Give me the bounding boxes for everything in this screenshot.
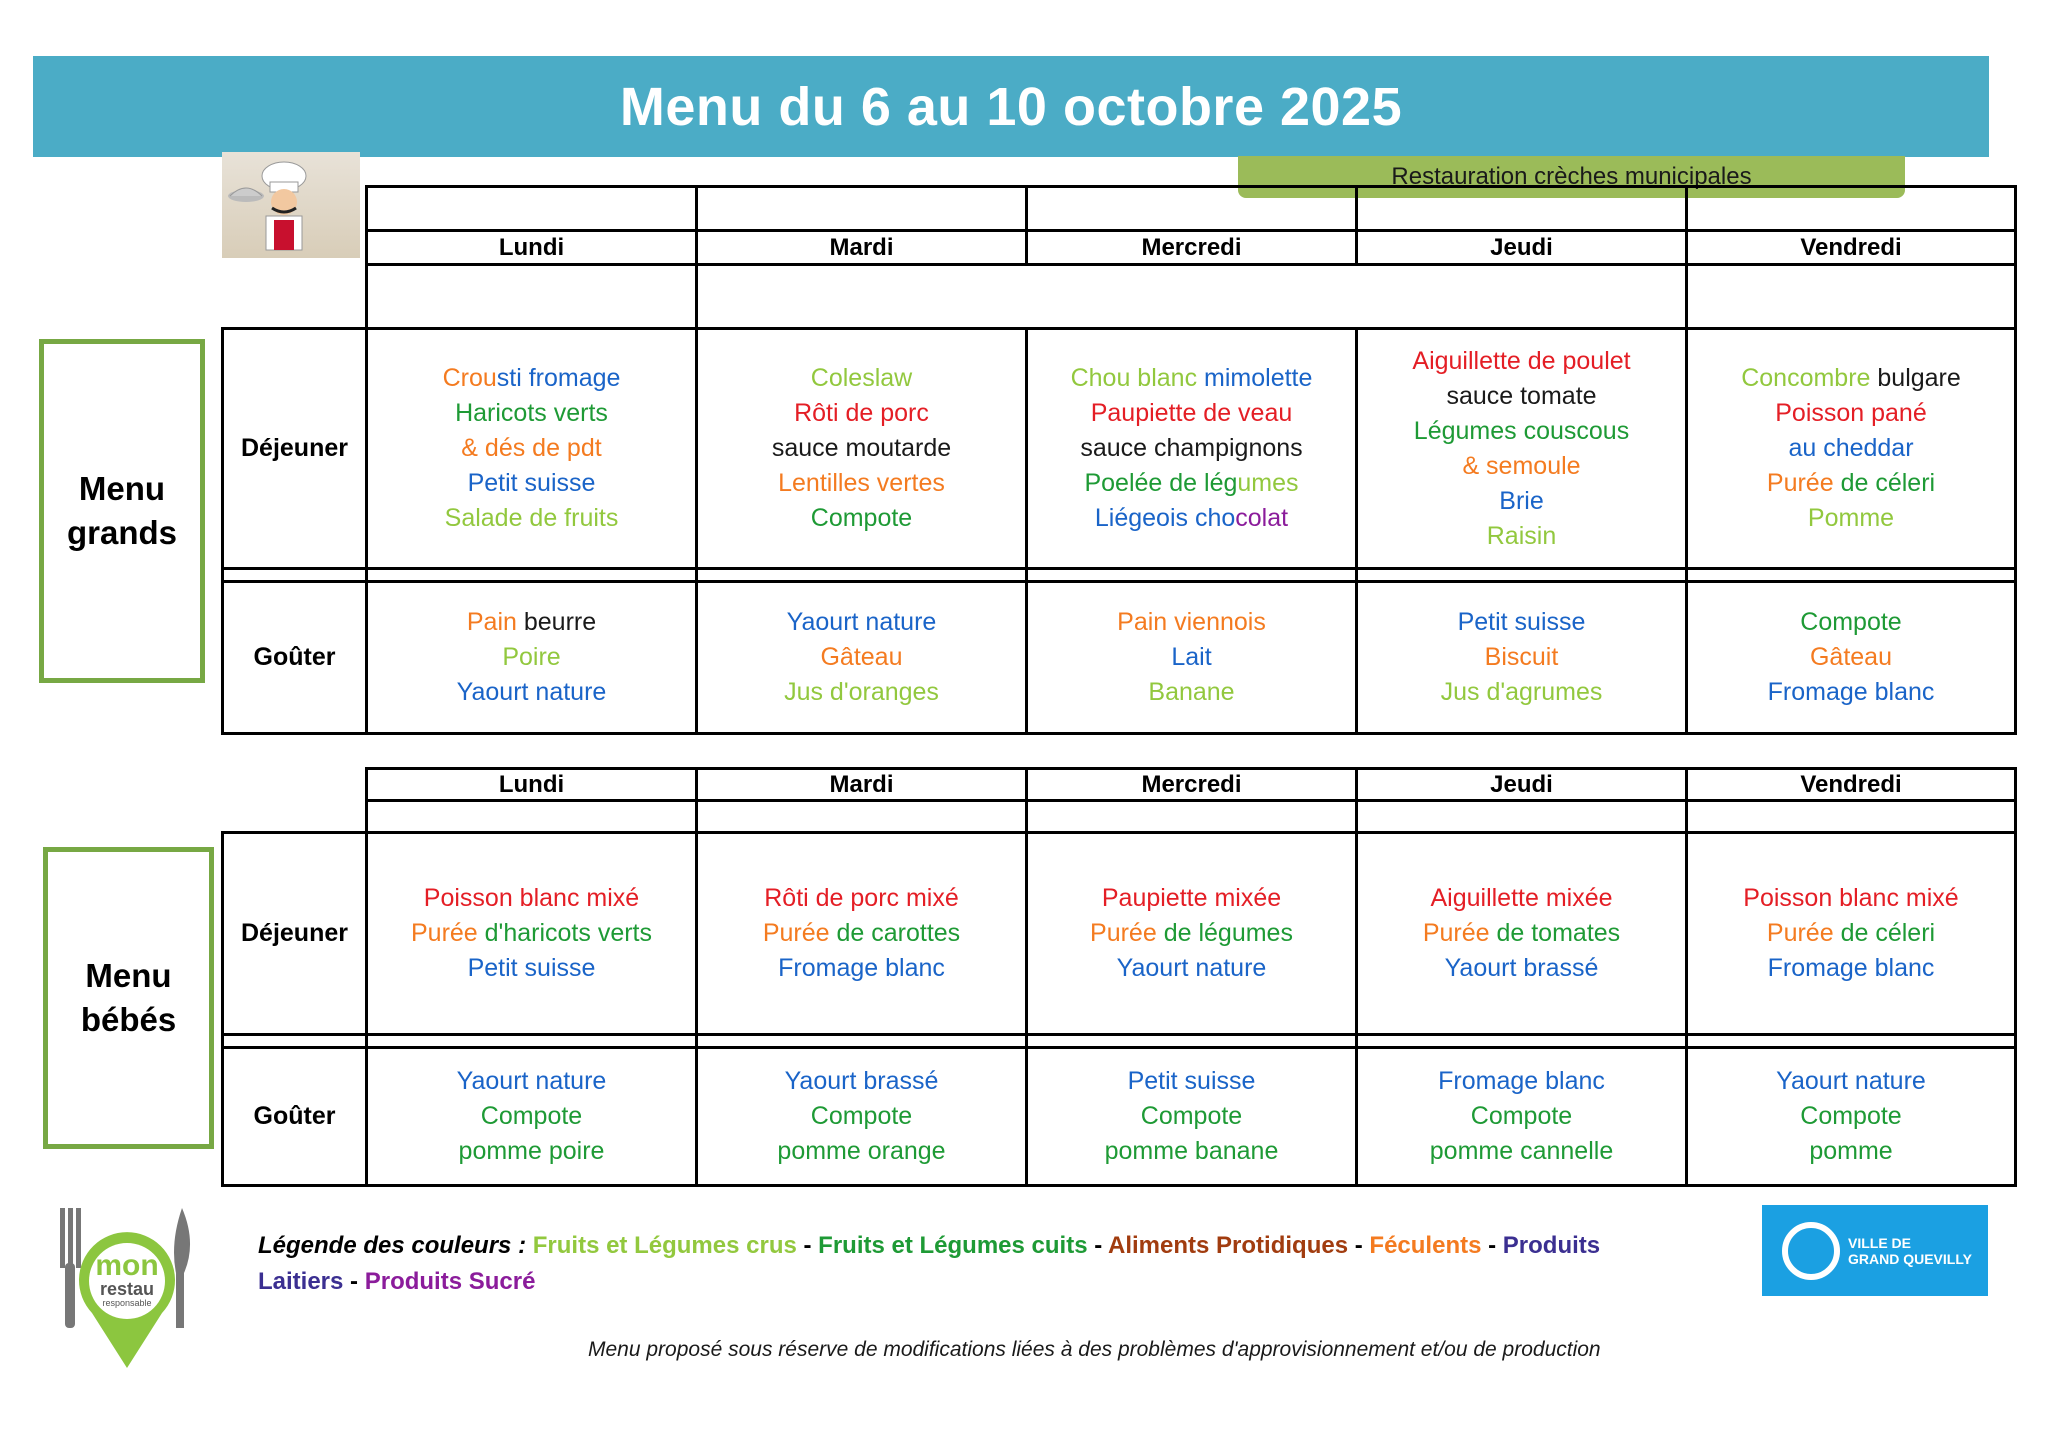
page-title: Menu du 6 au 10 octobre 2025 <box>33 56 1989 157</box>
menu-cell: Yaourt nature Compote pomme <box>1687 1048 2016 1186</box>
day-header: Jeudi <box>1357 231 1687 265</box>
menu-bebes-line2: bébés <box>80 1001 177 1038</box>
menu-cell: Poisson blanc mixé Purée d'haricots verts Petit suisse <box>367 833 697 1035</box>
day-header: Lundi <box>367 769 697 801</box>
legend-cooked: Fruits et Légumes cuits <box>818 1232 1088 1259</box>
legend: Légende des couleurs : Fruits et Légumes crus - Fruits et Légumes cuits - Aliments Protidiques - Féculents - Produits Laitiers - Produits Sucré <box>258 1232 1601 1295</box>
menu-cell: Petit suisse Compote pomme banane <box>1027 1048 1357 1186</box>
menu-cell: Aiguillette de poulet sauce tomate Légumes couscous & semoule Brie Raisin <box>1357 329 1687 569</box>
row-label-gouter: Goûter <box>223 1048 367 1186</box>
menu-cell: Yaourt nature Gâteau Jus d'oranges <box>697 582 1027 734</box>
menu-cell: Coleslaw Rôti de porc sauce moutarde Lentilles vertes Compote <box>697 329 1027 569</box>
svg-text:responsable: responsable <box>102 1298 152 1308</box>
grand-quevilly-logo: VILLE DE GRAND QUEVILLY <box>1762 1205 1988 1296</box>
svg-text:mon: mon <box>95 1249 159 1282</box>
row-label-gouter: Goûter <box>223 582 367 734</box>
menu-grands-line1: Menu <box>78 470 166 507</box>
disclaimer-note: Menu proposé sous réserve de modifications liées à des problèmes d'approvisionnement et/ou de production <box>588 1338 1601 1361</box>
legend-raw: Fruits et Légumes crus <box>532 1232 797 1259</box>
table-grands <box>221 185 2017 735</box>
menu-cell: Aiguillette mixée Purée de tomates Yaourt brassé <box>1357 833 1687 1035</box>
legend-sweet: Produits Sucré <box>364 1268 536 1295</box>
menu-cell: Chou blanc mimolette Paupiette de veau sauce champignons Poelée de légumes Liégeois chocolat <box>1027 329 1357 569</box>
menu-cell: Paupiette mixée Purée de légumes Yaourt nature <box>1027 833 1357 1035</box>
legend-dairy: Produits Laitiers <box>258 1232 1601 1295</box>
day-header: Mardi <box>697 769 1027 801</box>
day-header: Mardi <box>697 231 1027 265</box>
menu-cell: Concombre bulgare Poisson pané au cheddar Purée de céleri Pomme <box>1687 329 2016 569</box>
table-bebes <box>221 767 2017 1187</box>
day-header: Jeudi <box>1357 769 1687 801</box>
row-label-dejeuner: Déjeuner <box>223 329 367 569</box>
legend-label: Légende des couleurs : <box>258 1232 527 1259</box>
subtitle-banner: Restauration crèches municipales <box>1238 156 1905 198</box>
day-header: Vendredi <box>1687 769 2016 801</box>
menu-cell: Crousti fromage Haricots verts & dés de pdt Petit suisse Salade de fruits <box>367 329 697 569</box>
row-label-dejeuner: Déjeuner <box>223 833 367 1035</box>
menu-grands-label <box>39 339 205 683</box>
menu-cell: Pain beurre Poire Yaourt nature <box>367 582 697 734</box>
menu-bebes-label <box>43 847 214 1149</box>
day-header: Mercredi <box>1027 769 1357 801</box>
menu-cell: Yaourt nature Compote pomme poire <box>367 1048 697 1186</box>
menu-cell: Poisson blanc mixé Purée de céleri Fromage blanc <box>1687 833 2016 1035</box>
menu-bebes-line1: Menu <box>85 957 172 994</box>
legend-protein: Aliments Protidiques <box>1108 1232 1349 1259</box>
legend-starch: Féculents <box>1369 1232 1482 1259</box>
day-header: Lundi <box>367 231 697 265</box>
day-header: Mercredi <box>1027 231 1357 265</box>
menu-cell: Pain viennois Lait Banane <box>1027 582 1357 734</box>
svg-text:restau: restau <box>99 1279 155 1299</box>
menu-cell: Fromage blanc Compote pomme cannelle <box>1357 1048 1687 1186</box>
grand-quevilly-emblem-icon <box>1782 1222 1840 1280</box>
menu-cell: Rôti de porc mixé Purée de carottes Fromage blanc <box>697 833 1027 1035</box>
menu-cell: Yaourt brassé Compote pomme orange <box>697 1048 1027 1186</box>
menu-cell: Compote Gâteau Fromage blanc <box>1687 582 2016 734</box>
menu-grands-line2: grands <box>66 514 178 551</box>
mon-restau-logo <box>52 1203 202 1373</box>
menu-cell: Petit suisse Biscuit Jus d'agrumes <box>1357 582 1687 734</box>
day-header: Vendredi <box>1687 231 2016 265</box>
